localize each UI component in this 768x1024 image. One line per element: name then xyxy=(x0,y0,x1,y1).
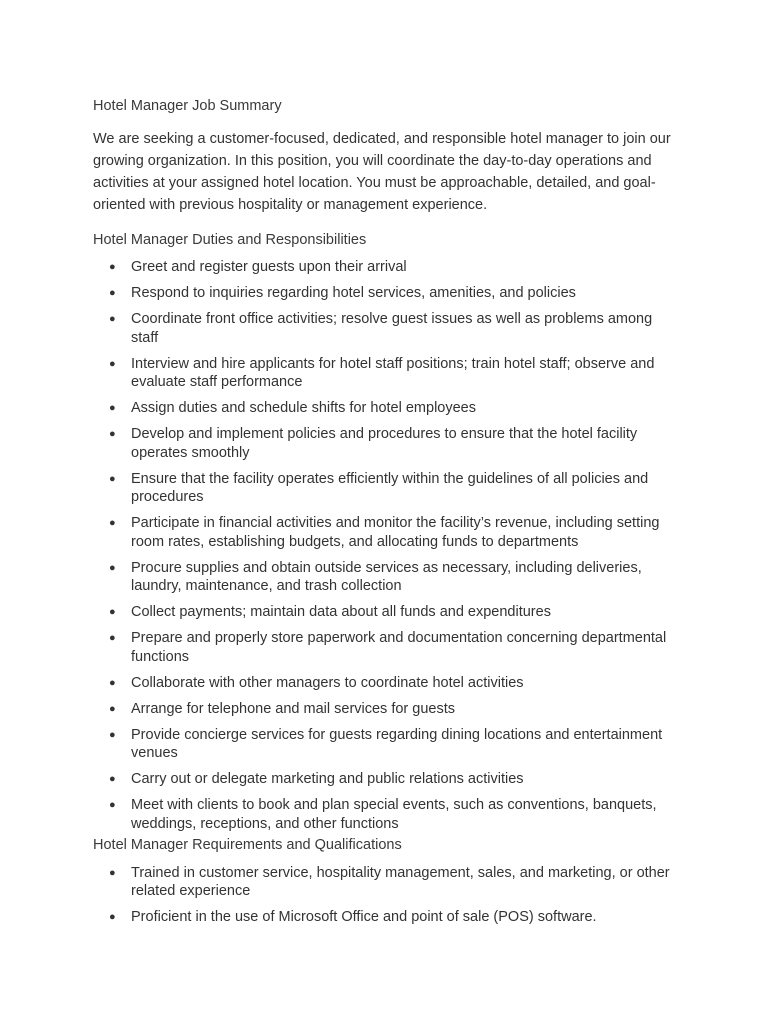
bullet-icon: ● xyxy=(109,676,116,689)
intro-paragraph: We are seeking a customer-focused, dedicated, and responsible hotel manager to join our growing organization. In this position, you will coordinate the day-to-day operations and activities at your assigned hotel location. You must be approachable, detailed, and goal-oriented with previous hospitality or management experience. xyxy=(93,131,671,213)
duty-item-text: Procure supplies and obtain outside services as necessary, including deliveries, laundry, maintenance, and trash collection xyxy=(131,559,642,594)
requirement-item-text: Trained in customer service, hospitality management, sales, and marketing, or other related experience xyxy=(131,864,670,899)
duties-heading: Hotel Manager Duties and Responsibilities xyxy=(93,232,367,248)
bullet-icon: ● xyxy=(109,632,116,644)
duties-list xyxy=(93,258,683,833)
duty-item xyxy=(93,559,683,596)
duty-item xyxy=(93,399,683,418)
bullet-icon: ● xyxy=(109,911,116,923)
duty-item xyxy=(93,796,683,833)
duty-item-text: Ensure that the facility operates efficiently within the guidelines of all policies and procedures xyxy=(131,470,649,505)
duty-item xyxy=(93,470,683,507)
requirement-item-text: Proficient in the use of Microsoft Office and point of sale (POS) software. xyxy=(131,909,597,925)
duty-item-text: Provide concierge services for guests regarding dining locations and entertainment venues xyxy=(131,726,663,761)
bullet-icon: ● xyxy=(109,728,116,741)
duty-item xyxy=(93,726,683,763)
bullet-icon: ● xyxy=(109,402,116,414)
duty-item xyxy=(93,674,683,693)
duty-item-text: Coordinate front office activities; resolve guest issues as well as problems among staff xyxy=(131,311,653,346)
duty-item-text: Assign duties and schedule shifts for hotel employees xyxy=(131,400,476,416)
duty-item-text: Greet and register guests upon their arrival xyxy=(131,259,407,275)
duty-item xyxy=(93,284,683,303)
bullet-icon: ● xyxy=(109,428,116,440)
duty-item xyxy=(93,770,683,789)
bullet-icon: ● xyxy=(109,799,116,811)
requirements-heading: Hotel Manager Requirements and Qualifications xyxy=(93,836,402,853)
duty-item-text: Arrange for telephone and mail services for guests xyxy=(131,700,456,717)
bullet-icon: ● xyxy=(109,866,116,879)
bullet-icon: ● xyxy=(109,606,116,618)
duty-item xyxy=(93,258,683,277)
duty-item-text: Develop and implement policies and procedures to ensure that the hotel facility operates smoothly xyxy=(131,426,638,461)
bullet-icon: ● xyxy=(109,261,116,273)
bullet-icon: ● xyxy=(109,472,116,485)
duty-item xyxy=(93,355,683,392)
bullet-icon: ● xyxy=(109,287,116,299)
requirement-item xyxy=(93,908,683,927)
duty-item-text: Interview and hire applicants for hotel staff positions; train hotel staff; observe and evaluate staff performance xyxy=(131,355,655,390)
requirements-list xyxy=(93,864,683,927)
duty-item-text: Participate in financial activities and monitor the facility’s revenue, including setting room rates, establishing budgets, and allocating funds to departments xyxy=(131,515,660,550)
duty-item xyxy=(93,700,683,719)
document-page xyxy=(93,96,683,934)
duty-item xyxy=(93,603,683,622)
requirement-item xyxy=(93,864,683,901)
bullet-icon: ● xyxy=(109,773,116,785)
duty-item-text: Meet with clients to book and plan special events, such as conventions, banquets, weddings, receptions, and other functions xyxy=(131,797,657,832)
bullet-icon: ● xyxy=(109,561,116,574)
duty-item-text: Prepare and properly store paperwork and documentation concerning departmental functions xyxy=(131,630,667,665)
duty-item xyxy=(93,629,683,666)
bullet-icon: ● xyxy=(109,517,116,529)
duty-item-text: Collaborate with other managers to coordinate hotel activities xyxy=(131,674,524,691)
duty-item xyxy=(93,310,683,347)
bullet-icon: ● xyxy=(109,702,116,715)
bullet-icon: ● xyxy=(109,357,116,370)
duty-item-text: Carry out or delegate marketing and public relations activities xyxy=(131,771,524,787)
document-title: Hotel Manager Job Summary xyxy=(93,98,282,114)
duty-item-text: Collect payments; maintain data about all funds and expenditures xyxy=(131,604,551,620)
duty-item xyxy=(93,514,683,551)
duty-item xyxy=(93,425,683,462)
duty-item-text: Respond to inquiries regarding hotel services, amenities, and policies xyxy=(131,285,576,301)
bullet-icon: ● xyxy=(109,313,116,325)
